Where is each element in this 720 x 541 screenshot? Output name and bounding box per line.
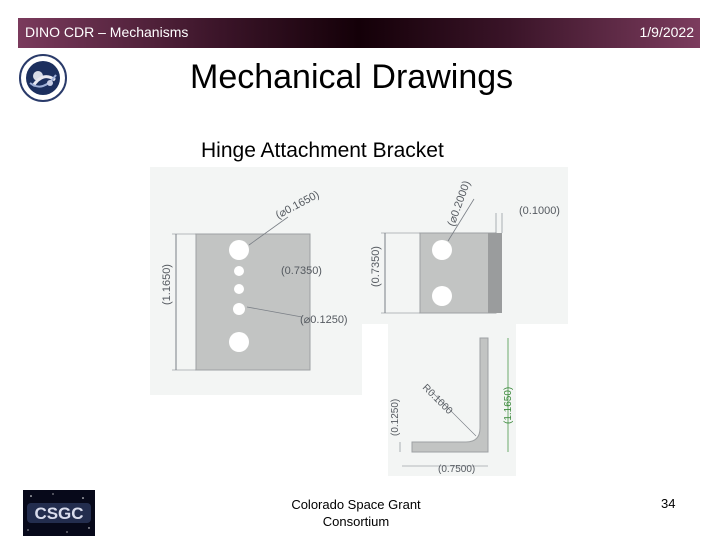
header-date: 1/9/2022	[639, 24, 694, 40]
front-view-drawing	[150, 167, 362, 395]
dim-angle-width: (0.7500)	[438, 464, 476, 475]
csgc-logo-text: CSGC	[34, 504, 84, 523]
dim-angle-height: (1.1650)	[503, 386, 514, 424]
angle-view-drawing	[388, 324, 516, 476]
csgc-logo	[23, 490, 95, 536]
footer-org-line2: Consortium	[322, 514, 390, 529]
header-bar	[18, 18, 700, 48]
dim-front-height: (1.1650)	[161, 264, 173, 305]
slide-subtitle: Hinge Attachment Bracket	[201, 139, 444, 162]
dim-side-thickness: (0.1000)	[519, 205, 560, 217]
side-view-drawing	[362, 167, 568, 324]
header-title: DINO CDR – Mechanisms	[25, 24, 189, 40]
dim-angle-radius: R0.1000	[419, 382, 455, 417]
dim-front-hole-bottom: (⌀0.1250)	[300, 314, 348, 326]
dim-front-hole-top: (⌀0.1650)	[273, 188, 322, 222]
dim-side-hole: (⌀0.2000)	[445, 179, 474, 229]
dim-side-height: (0.7350)	[370, 246, 382, 287]
slide-title: Mechanical Drawings	[190, 58, 514, 96]
footer-org-line1: Colorado Space Grant	[291, 497, 421, 512]
page-number: 34	[661, 496, 676, 511]
dim-front-width: (0.7350)	[281, 265, 322, 277]
mission-logo	[18, 53, 68, 103]
footer-organization	[270, 496, 442, 530]
dim-angle-thickness: (0.1250)	[390, 398, 401, 436]
